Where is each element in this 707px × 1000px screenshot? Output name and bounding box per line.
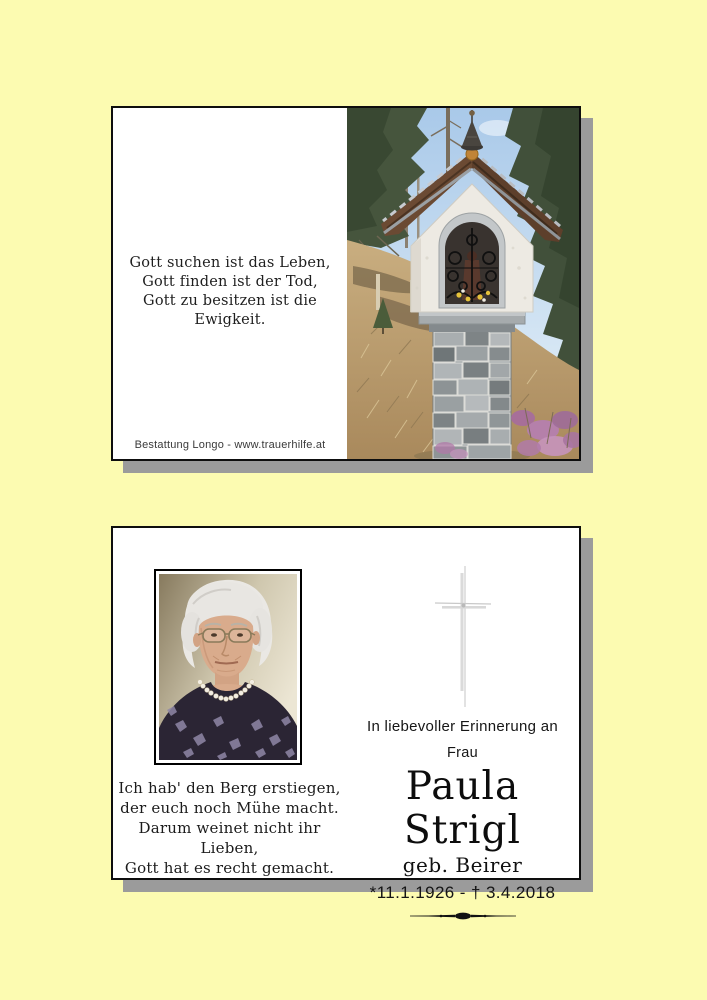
memorial-card-back: [111, 526, 581, 902]
memorial-text-block: [346, 718, 579, 923]
portrait-photo: [154, 569, 302, 765]
front-quote: [113, 254, 347, 330]
memorial-card-front: [111, 106, 581, 461]
back-card-photo-panel: [113, 528, 346, 878]
front-card-text-panel: [113, 108, 347, 459]
back-verse: [113, 778, 346, 878]
funeral-home-credit: Bestattung Longo - www.trauerhilfe.at: [134, 439, 326, 451]
maiden-name: geb. Beirer: [402, 853, 523, 877]
verse-line: Gott hat es recht gemacht.: [124, 859, 335, 877]
quote-line: Gott suchen ist das Leben,: [129, 255, 331, 271]
verse-line: Ich hab' den Berg erstiegen,: [118, 779, 341, 797]
cross-icon: [346, 563, 579, 709]
back-card-memorial-panel: [346, 528, 579, 902]
divider-flourish-icon: [346, 909, 579, 923]
quote-line: Gott finden ist der Tod,: [142, 274, 318, 290]
salutation-line: Frau: [446, 745, 478, 761]
quote-line: Gott zu besitzen ist die Ewigkeit.: [143, 293, 317, 328]
verse-line: der euch noch Mühe macht.: [120, 799, 339, 817]
verse-line: Darum weinet nicht ihr Lieben,: [138, 819, 321, 857]
deceased-name: Paula Strigl: [404, 764, 521, 853]
intro-line: In liebevoller Erinnerung an: [366, 718, 558, 735]
shrine-photo: [347, 108, 579, 459]
life-dates: *11.1.1926 - † 3.4.2018: [369, 883, 556, 902]
